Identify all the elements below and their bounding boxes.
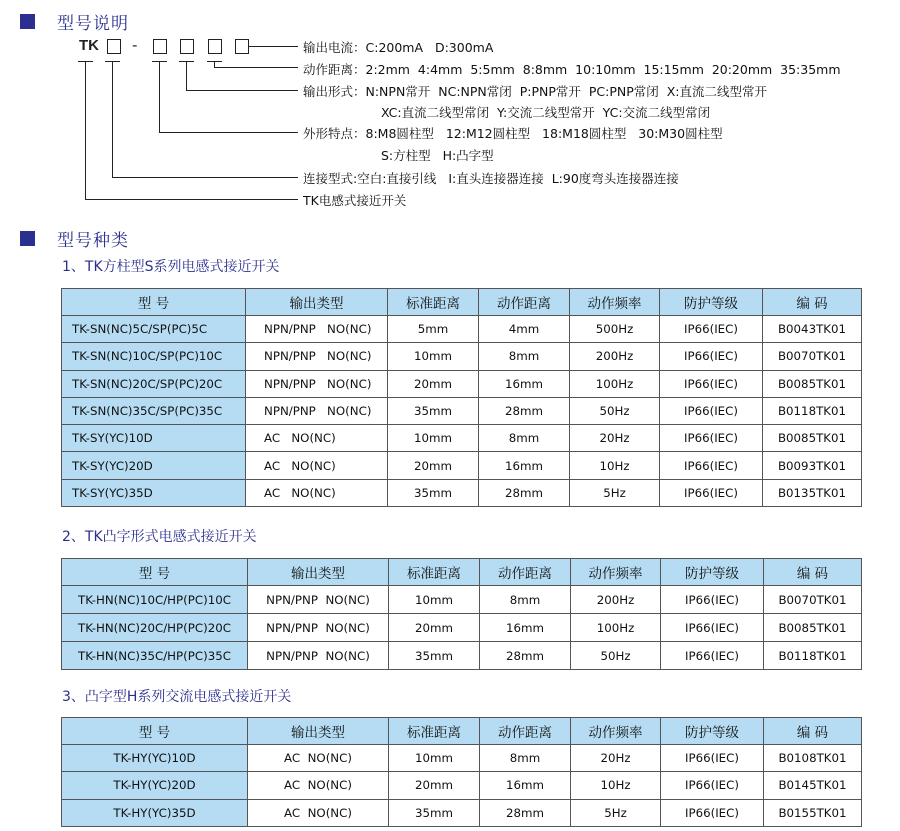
cell-model: TK-SY(YC)35D [62,479,246,506]
cell-standard-distance: 5mm [388,316,479,343]
table-body [62,586,862,670]
code-box-2 [154,40,167,54]
cell-output-type: NPN/PNP NO(NC) [248,614,389,642]
col-header-standard-distance: 标准距离 [389,718,480,745]
cell-action-distance: 16mm [480,614,571,642]
cell-standard-distance: 35mm [389,799,480,826]
cell-code: B0070TK01 [763,343,862,370]
table-row [62,614,862,642]
cell-model: TK-SY(YC)20D [62,452,246,479]
col-header-output-type: 输出类型 [246,289,388,316]
cell-frequency: 10Hz [571,772,661,799]
table-1-title: 1、TK方柱型S系列电感式接近开关 [62,259,280,275]
cell-protection: IP66(IEC) [661,614,764,642]
cell-action-distance: 8mm [480,745,571,772]
desc-shape-cont: S:方柱型 H:凸字型 [381,148,494,163]
leader-line-shape [160,62,299,133]
code-box-1 [108,40,121,54]
cell-code: B0043TK01 [763,316,862,343]
cell-protection: IP66(IEC) [660,452,763,479]
table-row [62,586,862,614]
leader-line-output-form [187,62,299,91]
col-header-code: 编 码 [763,289,862,316]
cell-code: B0085TK01 [763,425,862,452]
cell-standard-distance: 10mm [388,343,479,370]
cell-frequency: 200Hz [571,586,661,614]
cell-output-type: NPN/PNP NO(NC) [248,642,389,670]
cell-protection: IP66(IEC) [661,772,764,799]
leader-line-tk [86,62,299,200]
desc-output-form-cont: XC:直流二线型常闭 Y:交流二线型常开 YC:交流二线型常闭 [381,105,711,120]
cell-protection: IP66(IEC) [660,343,763,370]
cell-frequency: 50Hz [570,397,660,424]
cell-model: TK-SY(YC)10D [62,425,246,452]
col-header-model: 型 号 [62,289,246,316]
table-row [62,425,862,452]
col-header-output-type: 输出类型 [248,718,389,745]
table-body [62,745,862,827]
cell-protection: IP66(IEC) [660,425,763,452]
cell-frequency: 500Hz [570,316,660,343]
cell-model: TK-HY(YC)10D [62,745,248,772]
cell-standard-distance: 20mm [388,452,479,479]
cell-action-distance: 16mm [479,370,570,397]
col-header-code: 编 码 [764,559,862,586]
cell-frequency: 5Hz [570,479,660,506]
cell-frequency: 200Hz [570,343,660,370]
table-convex-series [61,558,862,670]
table-square-s-series [61,288,862,507]
cell-output-type: AC NO(NC) [248,772,389,799]
cell-frequency: 20Hz [571,745,661,772]
cell-model: TK-SN(NC)35C/SP(PC)35C [62,397,246,424]
table-row [62,799,862,826]
desc-output-form: 输出形式：N:NPN常开 NC:NPN常闭 P:PNP常开 PC:PNP常闭 X:直流二线型常开 [303,84,767,99]
model-code-diagram [0,0,900,215]
col-header-protection: 防护等级 [660,289,763,316]
table-3-title: 3、凸字型H系列交流电感式接近开关 [62,689,292,705]
col-header-code: 编 码 [764,718,862,745]
section-title: 型号种类 [57,231,129,251]
code-box-3 [181,40,194,54]
cell-frequency: 10Hz [570,452,660,479]
cell-action-distance: 16mm [480,772,571,799]
cell-output-type: NPN/PNP NO(NC) [246,316,388,343]
cell-model: TK-SN(NC)5C/SP(PC)5C [62,316,246,343]
cell-code: B0118TK01 [763,397,862,424]
cell-standard-distance: 10mm [389,745,480,772]
cell-output-type: AC NO(NC) [246,452,388,479]
cell-code: B0070TK01 [764,586,862,614]
cell-protection: IP66(IEC) [661,745,764,772]
cell-code: B0135TK01 [763,479,862,506]
table-row [62,397,862,424]
cell-output-type: NPN/PNP NO(NC) [246,397,388,424]
table-body [62,316,862,507]
col-header-action-distance: 动作距离 [480,559,571,586]
cell-standard-distance: 20mm [388,370,479,397]
cell-protection: IP66(IEC) [661,642,764,670]
table-row [62,642,862,670]
cell-action-distance: 16mm [479,452,570,479]
cell-action-distance: 28mm [479,397,570,424]
leader-line-connection [113,62,299,178]
leader-line-action-distance [215,62,299,68]
cell-code: B0085TK01 [763,370,862,397]
section-header-model-types [20,226,129,251]
cell-protection: IP66(IEC) [660,370,763,397]
cell-code: B0145TK01 [764,772,862,799]
cell-protection: IP66(IEC) [661,799,764,826]
cell-output-type: AC NO(NC) [246,479,388,506]
col-header-standard-distance: 标准距离 [388,289,479,316]
cell-action-distance: 28mm [480,642,571,670]
table-row [62,343,862,370]
table-2-title: 2、TK凸字形式电感式接近开关 [62,529,257,545]
cell-frequency: 50Hz [571,642,661,670]
table-row [62,370,862,397]
cell-standard-distance: 20mm [389,614,480,642]
col-header-standard-distance: 标准距离 [389,559,480,586]
table-row [62,772,862,799]
cell-protection: IP66(IEC) [661,586,764,614]
cell-code: B0108TK01 [764,745,862,772]
col-header-model: 型 号 [62,559,248,586]
cell-model: TK-HN(NC)35C/HP(PC)35C [62,642,248,670]
cell-code: B0085TK01 [764,614,862,642]
col-header-output-type: 输出类型 [248,559,389,586]
cell-standard-distance: 10mm [388,425,479,452]
code-dash: - [132,36,138,54]
table-row [62,479,862,506]
col-header-action-distance: 动作距离 [479,289,570,316]
desc-connection: 连接型式:空白:直接引线 I:直头连接器连接 L:90度弯头连接器连接 [303,171,679,186]
cell-action-distance: 8mm [479,343,570,370]
bullet-square-icon [20,231,35,246]
col-header-frequency: 动作频率 [571,559,661,586]
cell-frequency: 100Hz [570,370,660,397]
table-row [62,452,862,479]
cell-protection: IP66(IEC) [660,316,763,343]
code-box-5 [236,40,249,54]
cell-code: B0118TK01 [764,642,862,670]
cell-model: TK-HN(NC)10C/HP(PC)10C [62,586,248,614]
col-header-frequency: 动作频率 [570,289,660,316]
table-h-series-ac [61,717,862,827]
cell-standard-distance: 35mm [388,397,479,424]
cell-model: TK-SN(NC)20C/SP(PC)20C [62,370,246,397]
cell-frequency: 100Hz [571,614,661,642]
table-row [62,316,862,343]
col-header-model: 型 号 [62,718,248,745]
code-box-4 [209,40,222,54]
desc-tk: TK电感式接近开关 [303,193,407,208]
col-header-action-distance: 动作距离 [480,718,571,745]
section-title: 型号说明 [57,14,129,34]
cell-standard-distance: 10mm [389,586,480,614]
cell-output-type: NPN/PNP NO(NC) [246,343,388,370]
cell-protection: IP66(IEC) [660,479,763,506]
desc-output-current: 输出电流：C:200mA D:300mA [303,40,494,55]
cell-code: B0155TK01 [764,799,862,826]
cell-protection: IP66(IEC) [660,397,763,424]
cell-output-type: NPN/PNP NO(NC) [246,370,388,397]
desc-action-distance: 动作距离：2:2mm 4:4mm 5:5mm 8:8mm 10:10mm 15:15mm 20:20mm 35:35mm [303,62,841,77]
col-header-protection: 防护等级 [661,718,764,745]
col-header-protection: 防护等级 [661,559,764,586]
cell-output-type: AC NO(NC) [248,745,389,772]
cell-model: TK-HY(YC)20D [62,772,248,799]
cell-output-type: NPN/PNP NO(NC) [248,586,389,614]
cell-model: TK-HN(NC)20C/HP(PC)20C [62,614,248,642]
cell-action-distance: 4mm [479,316,570,343]
cell-model: TK-SN(NC)10C/SP(PC)10C [62,343,246,370]
col-header-frequency: 动作频率 [571,718,661,745]
cell-model: TK-HY(YC)35D [62,799,248,826]
cell-code: B0093TK01 [763,452,862,479]
cell-action-distance: 28mm [479,479,570,506]
cell-output-type: AC NO(NC) [246,425,388,452]
cell-standard-distance: 35mm [389,642,480,670]
cell-action-distance: 8mm [480,586,571,614]
cell-frequency: 20Hz [570,425,660,452]
cell-action-distance: 28mm [480,799,571,826]
table-row [62,745,862,772]
code-prefix: TK [79,37,99,54]
cell-action-distance: 8mm [479,425,570,452]
cell-output-type: AC NO(NC) [248,799,389,826]
cell-standard-distance: 35mm [388,479,479,506]
cell-frequency: 5Hz [571,799,661,826]
desc-shape: 外形特点：8:M8圆柱型 12:M12圆柱型 18:M18圆柱型 30:M30圆柱型 [303,126,723,141]
cell-standard-distance: 20mm [389,772,480,799]
